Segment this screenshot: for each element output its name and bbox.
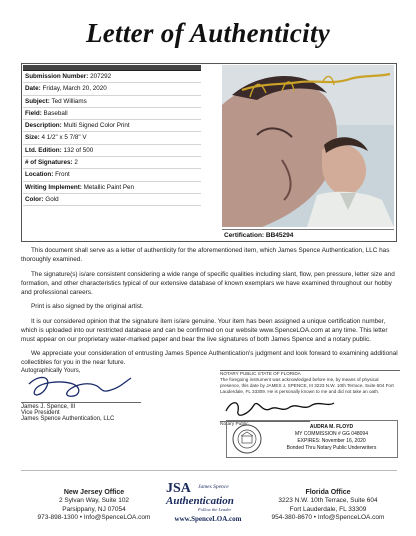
fl-office-line: 3223 N.W. 10th Terrace, Suite 604 (278, 497, 378, 505)
nj-office (24, 489, 164, 522)
footer-divider (21, 470, 397, 471)
logo-jsa: JSA (166, 481, 191, 496)
seal-expires: EXPIRES: November 16, 2020 (297, 438, 366, 444)
notary-seal-emblem-icon (231, 423, 263, 455)
fl-office-contact: 954-380-8670 • Info@SpenceLOA.com (271, 513, 385, 521)
notary-statement: The foregoing instrument was acknowledged before me, by means of physical presence, this date by JAMES J. SPENCE, III 3223 N.W. 10th Terrace, Suite 604 Fort Lauderdale, FL 33309. He is personally known to me and did not take an oath. (220, 377, 394, 394)
page-title: Letter of Authenticity (85, 18, 331, 48)
certification-row: Certification: BB45294 (222, 229, 394, 240)
signature-block (21, 368, 201, 422)
fl-office-line: Fort Lauderdale, FL 33309 (289, 505, 367, 513)
detail-row: Location: Front (23, 169, 201, 181)
nj-office-line: Parsippany, NJ 07054 (62, 505, 126, 513)
website-link[interactable]: www.SpenceLOA.com (174, 515, 242, 523)
detail-row: Date: Friday, March 20, 2020 (23, 83, 201, 95)
notary-signature-image (220, 395, 340, 421)
painting-image (222, 65, 394, 227)
signer-company: James Spence Authentication, LLC (21, 416, 115, 422)
detail-row: Subject: Ted Williams (23, 96, 201, 108)
seal-name: AUDRA M. FLOYD (309, 424, 354, 430)
nj-office-heading: New Jersey Office (63, 489, 125, 496)
logo-word: Authentication (166, 495, 234, 507)
autograph-label: Autographically Yours, (21, 368, 81, 374)
paragraph-closing: We appreciate your consideration of entrusting James Spence Authentication's judgment and look forward to examining additional collectibles for you in the near future. (21, 350, 398, 366)
detail-row: Submission Number: 207292 (23, 71, 201, 83)
detail-row: Ltd. Edition: 132 of 500 (23, 145, 201, 157)
paragraph-signatures: The signature(s) is/are consistent considering a wide range of specific qualities including slant, flow, pen pressure, letter size and formation, and other characteristics typical of our extensive database of known exemplars we have examined throughout our hobby and professional careers. (21, 271, 395, 296)
paragraph-intro: This document shall serve as a letter of authenticity for the aforementioned item, which James Spence Authentication, LLC has thoroughly examined. (21, 247, 390, 263)
logo-sub: James Spence (198, 484, 229, 490)
details-table (23, 65, 201, 206)
detail-row: Field: Baseball (23, 108, 201, 120)
detail-row: Size: 4 1/2" x 5 7/8" V (23, 132, 201, 144)
paragraph-artist: Print is also signed by the original artist. (31, 303, 144, 310)
seal-commission: MY COMMISSION # GG 048094 (295, 431, 368, 437)
paragraph-opinion: It is our considered opinion that the signature item is/are genuine. Your item has been assigned a unique certification number, which is uploaded into our restricted database and can be confirmed on our website www.SpenceLOA.com at any time. This letter must appear on our proprietary water-marked paper and bear the live signatures of both James Spence and a notary public. (21, 318, 388, 343)
signer-role: Vice President (21, 410, 60, 416)
nj-office-contact: 973-898-1300 • Info@SpenceLOA.com (37, 513, 151, 521)
fl-office-heading: Florida Office (305, 489, 351, 496)
detail-row: Writing Implement: Metallic Paint Pen (23, 182, 201, 194)
notary-state: NOTARY PUBLIC STATE OF FLORIDA (220, 370, 400, 377)
logo-tagline: Follow the Leader (198, 507, 232, 512)
signer-name: James J. Spence, III (21, 402, 141, 410)
item-photo (222, 65, 394, 227)
spence-signature-image (21, 372, 141, 402)
seal-bonded: Bonded Thru Notary Public Underwriters (286, 445, 377, 451)
detail-row: # of Signatures: 2 (23, 157, 201, 169)
fl-office (258, 489, 398, 522)
detail-row: Description: Multi Signed Color Print (23, 120, 201, 132)
detail-row: Color: Gold (23, 194, 201, 206)
notary-seal (226, 420, 398, 458)
notary-label: Notary Public (220, 421, 310, 428)
jsa-logo (162, 479, 254, 525)
nj-office-line: 2 Sylvan Way, Suite 102 (58, 497, 130, 505)
